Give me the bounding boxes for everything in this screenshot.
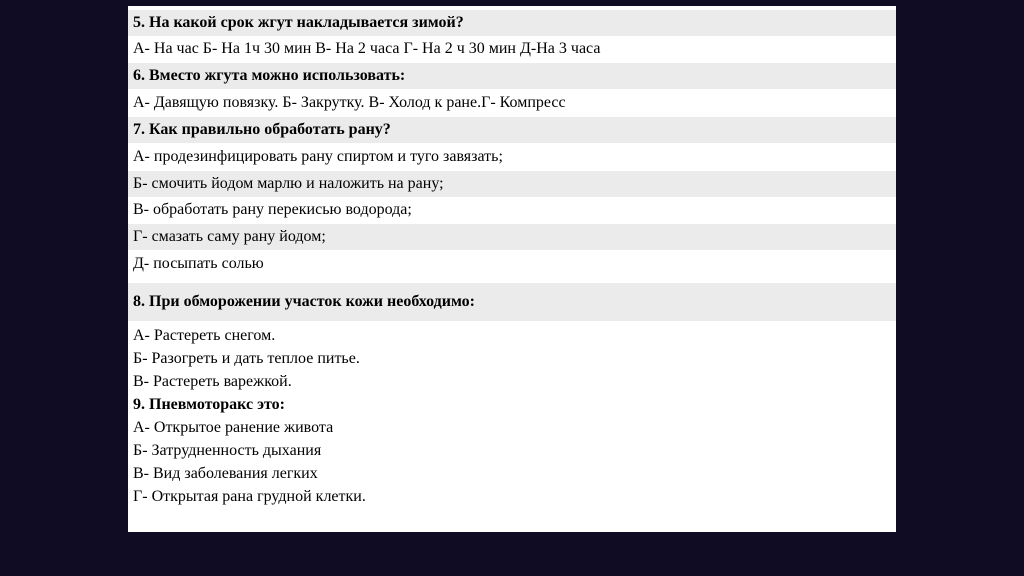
answer-7-d: Г- смазать саму рану йодом; <box>128 224 896 250</box>
answer-9-d: Г- Открытая рана грудной клетки. <box>133 488 366 505</box>
answer-9-b: Б- Затрудненность дыхания <box>133 442 322 459</box>
answer-9-a: А- Открытое ранение живота <box>133 419 334 436</box>
answer-9-c: В- Вид заболевания легких <box>133 465 318 482</box>
answer-7-b: Б- смочить йодом марлю и наложить на рану; <box>128 171 896 197</box>
slide-page <box>128 6 896 532</box>
answer-7-c: В- обработать рану перекисью водорода; <box>133 201 412 218</box>
question-7: 7. Как правильно обработать рану? <box>128 117 896 143</box>
answer-7-e: Д- посыпать солью <box>133 255 264 272</box>
answer-8-b: Б- Разогреть и дать теплое питье. <box>133 350 360 367</box>
question-9: 9. Пневмоторакс это: <box>133 396 285 413</box>
question-5: 5. На какой срок жгут накладывается зимой? <box>128 10 896 36</box>
answer-7-a: А- продезинфицировать рану спиртом и туго завязать; <box>133 148 503 165</box>
answers-6: А- Давящую повязку. Б- Закрутку. В- Холод к ране.Г- Компресс <box>133 94 566 111</box>
answer-8-c: В- Растереть варежкой. <box>133 373 292 390</box>
question-6: 6. Вместо жгута можно использовать: <box>128 63 896 89</box>
answers-5: А- На час Б- На 1ч 30 мин В- На 2 часа Г- На 2 ч 30 мин Д-На 3 часа <box>133 40 601 57</box>
answer-8-a: А- Растереть снегом. <box>133 327 276 344</box>
question-8: 8. При обморожении участок кожи необходимо: <box>128 283 896 321</box>
